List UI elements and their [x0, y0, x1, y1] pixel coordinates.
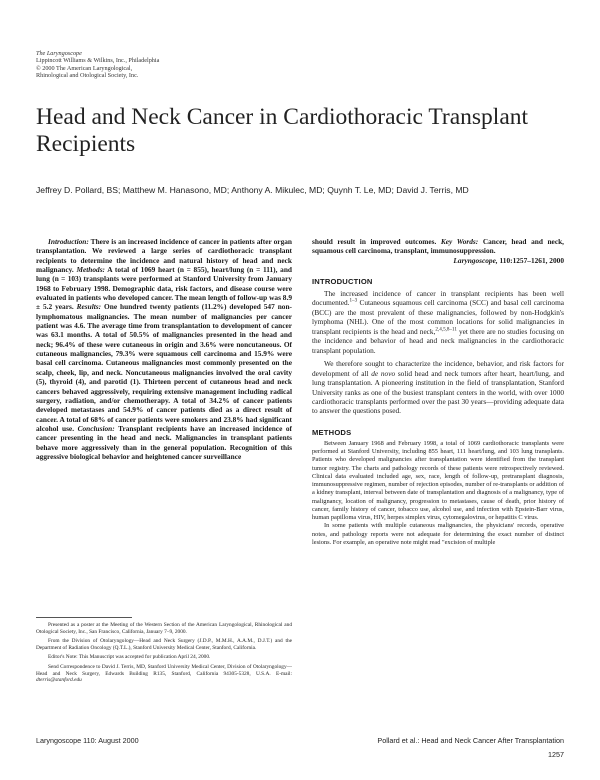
footnote-presented: Presented as a poster at the Meeting of the Western Section of the American Laryngological, Rhinological and Otological Society, Inc., San Francisco, California, January 7–9, 2000. [36, 622, 292, 635]
citation-journal: Laryngoscope, [453, 255, 498, 265]
introduction-paragraph-2 [312, 359, 564, 416]
intro-p1-text-a: The increased incidence of cancer in transplant recipients has been well documented. [312, 289, 564, 308]
methods-paragraph-2: In some patients with multiple cutaneous malignancies, the physicians' records, operative notes, and pathology reports were not adequate for determining the exact number of distinct lesions. For example, an operative note might read "excision of multiple [312, 522, 564, 546]
footnote-correspondence [36, 664, 292, 685]
intro-p1-text-b: Cutaneous squamous cell carcinoma (SCC) and basal cell carcinoma (BCC) are the most prevalent of these malignancies, followed by non-Hodgkin's lymphoma (NHL). One of the most common locations for solid malignancies in transplant recipients is the head and neck, [312, 298, 564, 336]
footnote-editor: Editor's Note: This Manuscript was accepted for publication April 24, 2000. [48, 654, 211, 661]
abstract-results-text: One hundred twenty patients (11.2%) developed 547 non-lymphomatous malignancies. The mean number of malignancies per cancer patient was 4.6. The average time from transplantation to development of cancer was 63.1 months. A total of 50.5% of malignancies presented in the head and neck; 96.4% of these were cutaneous in origin and 3.6% were noncutaneous. Of cutaneous malignancies, 79.3% were squamous cell carcinoma and 15.9% were basal cell carcinoma. Cutaneous malignancies most commonly presented on the scalp, cheek, lip, and neck. Noncutaneous malignancies involved the oral cavity (5), thyroid (4), and parotid (1). Thirteen percent of cutaneous head and neck cancers behaved aggressively, requiring extensive management including radical surgery, radiation, and/or chemotherapy. A total of 34.2% of cancer patients developed metastases and 54.9% of cancer patients died as a direct result of cancer. A total of 68% of cancer patients were smokers and 23.8% had significant alcohol use. [36, 302, 292, 433]
footnote-affiliation: From the Division of Otolaryngology—Head and Neck Surgery (J.D.P., M.M.H., A.A.M., D.J.T.) and the Department of Radiation Oncology (Q.T.L.), Stanford University Medical Center, Stanford, California. [36, 638, 292, 652]
correspondence-text: Send Correspondence to David J. Terris, MD, Stanford University Medical Center, Division of Otolaryngology—Head and Neck Surgery, Edwards Building R135, Stanford, California 94305-5328, U.S.A. E-mail: [36, 663, 292, 677]
citation-ref: 110:1257–1261, 2000 [497, 255, 564, 265]
journal-name: The Laryngoscope [36, 50, 82, 57]
citation-line [312, 256, 564, 265]
left-column [36, 237, 292, 461]
footnote-divider [36, 617, 132, 618]
article-title: Head and Neck Cancer in Cardiothoracic Transplant Recipients [36, 104, 529, 157]
abstract-intro-label: Introduction: [48, 237, 89, 246]
journal-masthead [36, 50, 159, 80]
keywords-text: Cancer, head and neck, squamous cell carcinoma, transplant, immunosuppression. [312, 237, 565, 256]
intro-p2-text-b: solid head and neck tumors after heart, heart/lung, and lung transplantation. A pioneering institution in the field of transplantation, Stanford University ranks as one of the busiest transplant centers in the world, with over 1000 cardiothoracic transplants performed over the past 30 years—providing adequate data to answer the questions posed. [312, 368, 564, 416]
footer-running-title: Pollard et al.: Head and Neck Cancer After Transplantation [377, 736, 564, 745]
correspondence-email: dterris@stanford.edu [36, 677, 82, 684]
intro-p2-emphasis: de novo [371, 368, 396, 378]
abstract-conclusion-text: Transplant recipients have an increased incidence of cancer presenting in the head and neck. Malignancies in transplant patients behave more aggressively than in the general population. Recognition of this aggressive biological behavior and heightened cancer surveillance [36, 423, 292, 461]
society-line: Rhinological and Otological Society, Inc. [36, 72, 139, 80]
abstract-methods-label: Methods: [76, 265, 105, 275]
keywords-label: Key Words: [440, 237, 479, 246]
right-column [312, 237, 564, 547]
abstract-intro-text: There is an increased incidence of cancer in patients after organ transplantation. We reviewed a large series of cardiothoracic transplant recipients to determine the incidence and natural history of head and neck malignancy. [36, 237, 292, 275]
abstract [36, 237, 292, 461]
intro-p1-citation-2: 2,4,5,8–11 [435, 326, 457, 333]
abstract-conclusion-label: Conclusion: [77, 423, 115, 433]
page-number: 1257 [548, 750, 564, 759]
copyright-line: © 2000 The American Laryngological, [36, 64, 133, 72]
introduction-paragraph-1 [312, 289, 564, 355]
introduction-heading: INTRODUCTION [312, 277, 373, 287]
intro-p1-text-c: yet there are no studies focusing on the incidence and behavior of head and neck malignancies in the cardiothoracic transplant population. [312, 326, 564, 355]
footer-journal-issue: Laryngoscope 110: August 2000 [36, 736, 139, 745]
methods-paragraph-1: Between January 1968 and February 1998, a total of 1069 cardiothoracic transplants were performed at Stanford University, including 855 heart, 111 heart/lung, and 103 lung transplants. Patients who developed malignancies after transplantation were identified from the transplant tumor registry. The charts and pathology records of these patients were retrospectively reviewed. Clinical data evaluated included age, sex, race, length of follow-up, pretransplant diagnosis, immunosuppressive regimen, number of rejection episodes, number of re-transplants or addition of a kidney transplant, interval between date of transplantation and diagnosis of a malignancy, type of malignancy, location of malignancy, progression to metastases, cause of death, prior history of cancer, family history of cancer, tobacco use, alcohol use, and infection with Epstein-Barr virus, human papilloma virus, HIV, herpes simplex virus, cytomegalovirus, or hepatitis C virus. [312, 439, 564, 522]
intro-p2-text-a: We therefore sought to characterize the incidence, behavior, and risk factors for development of all [312, 359, 564, 378]
abstract-continuation [312, 237, 564, 256]
intro-p1-citation-1: 1–3 [349, 298, 358, 305]
author-list: Jeffrey D. Pollard, BS; Matthew M. Hanasono, MD; Anthony A. Mikulec, MD; Quynh T. Le, MD; David J. Terris, MD [36, 185, 469, 195]
methods-heading: METHODS [312, 427, 352, 437]
abstract-methods-text: A total of 1069 heart (n = 855), heart/lung (n = 111), and lung (n = 103) transplants were performed at Stanford University from January 1968 to February 1998. Demographic data, risk factors, and disease course were evaluated in patients who developed cancer. The mean length of follow-up was 8.9 ± 5.2 years. [36, 265, 292, 312]
footnotes [36, 622, 292, 687]
abstract-results-label: Results: [76, 302, 102, 312]
abstract-continuation-text: should result in improved outcomes. [312, 237, 441, 246]
publisher-line: Lippincott Williams & Wilkins, Inc., Philadelphia [36, 57, 160, 65]
